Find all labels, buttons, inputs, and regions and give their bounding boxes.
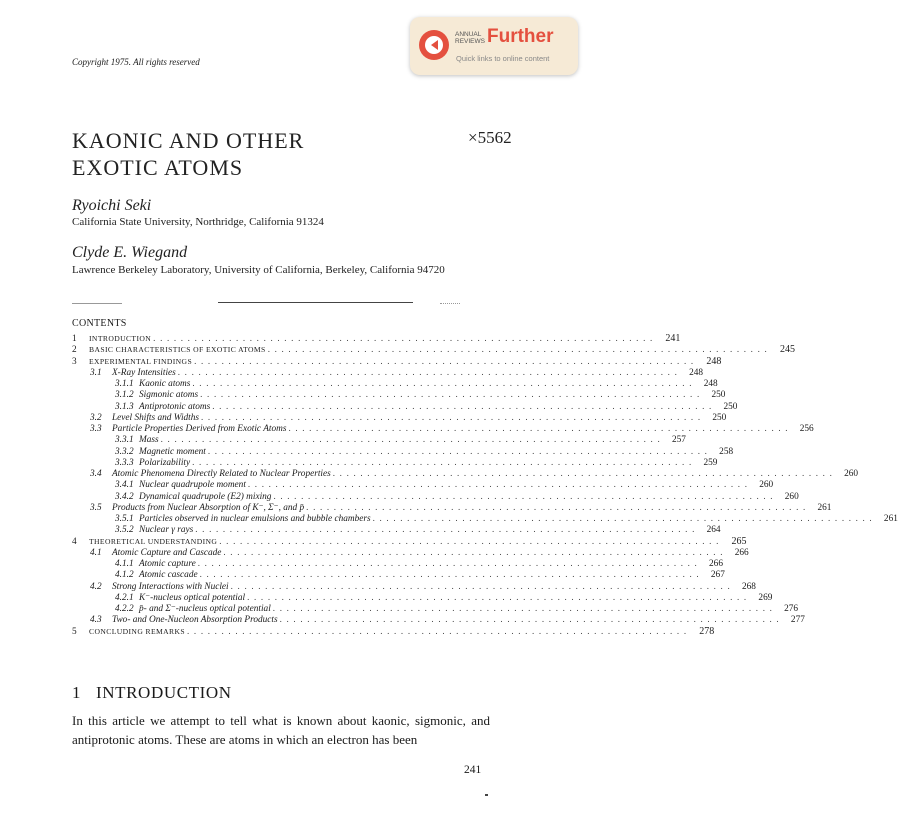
toc-entry [72,333,681,344]
toc-entry-number: 3.5 [90,502,102,513]
author-affiliation: Lawrence Berkeley Laboratory, University of California, Berkeley, California 94720 [72,264,445,276]
body-paragraph: In this article we attempt to tell what is known about kaonic, sigmonic, and antiprotonic atoms. These are atoms in which an electron has been [72,713,490,747]
toc-entry-number: 3.2 [90,412,102,423]
toc-entry-number: 4.3 [90,615,102,626]
toc-dot-leader: . . . . . . . . . . . . . . . . . . . . . . . . . . . . . . . . . . . . . . . . . . . . . . . . . . . . . . . . . . . . . . . . . . . . . . . . . [160,434,661,445]
toc-entry-number: 3.1.1 [115,379,134,389]
toc-entry [72,434,686,446]
toc-entry-title: Mass [139,435,159,446]
article-title-line-1: KAONIC AND OTHER [72,128,305,153]
toc-dot-leader: . . . . . . . . . . . . . . . . . . . . . . . . . . . . . . . . . . . . . . . . . . . . . . . . . . . . . . . . . . . . . . . . . . . . . . . . . [207,445,709,456]
toc-entry-title: CONCLUDING REMARKS [89,626,186,636]
toc-dot-leader: . . . . . . . . . . . . . . . . . . . . . . . . . . . . . . . . . . . . . . . . . . . . . . . . . . . . . . . . . . . . . . . . . . . . . . . . . [192,456,693,467]
toc-entry-number: 4.1.1 [115,559,134,569]
toc-entry-page: 241 [665,333,681,344]
toc-entry-number: 4.2.2 [115,604,134,614]
author-name: Clyde E. Wiegand [72,244,188,261]
toc-entry-number: 3.3.2 [115,446,134,457]
author-name: Ryoichi Seki [72,197,152,214]
toc-entry-page: 266 [709,559,723,569]
toc-entry-number: 3.1.3 [115,401,134,412]
toc-entry-number: 5 [72,626,77,637]
toc-entry-number: 4.2.1 [115,592,134,603]
toc-entry-title: Particle Properties Derived from Exotic Atoms [112,424,287,434]
toc-entry-number: 3.3.3 [115,457,134,468]
toc-entry [72,524,721,536]
badge-reviews-label: REVIEWS [455,38,485,45]
toc-entry-number: 4.1 [90,547,102,558]
toc-entry [72,569,725,581]
toc-entry-title: Two- and One-Nucleon Absorption Products [112,615,278,626]
toc-dot-leader: . . . . . . . . . . . . . . . . . . . . . . . . . . . . . . . . . . . . . . . . . . . . . . . . . . . . . . . . . . . . . . . . . . . . . . . . . [332,468,834,478]
toc-entry-page: 261 [817,502,832,513]
separator-rule [440,303,460,304]
toc-entry-number: 3.4 [90,469,102,479]
badge-subtitle: Quick links to online content [456,54,550,63]
toc-dot-leader: . . . . . . . . . . . . . . . . . . . . . . . . . . . . . . . . . . . . . . . . . . . . . . . . . . . . . . . . . . . . . . . . . . . . . . . . . [279,614,780,625]
toc-entry [72,490,799,502]
toc-entry [72,591,773,603]
toc-dot-leader: . . . . . . . . . . . . . . . . . . . . . . . . . . . . . . . . . . . . . . . . . . . . . . . . . . . . . . . . . . . . . . . . . . . . . . . . . [212,400,713,411]
toc-entry [72,468,859,479]
toc-entry [72,378,718,389]
contents-heading: CONTENTS [72,318,127,329]
toc-entry-page: 256 [799,424,814,434]
toc-entry-page: 258 [719,446,734,457]
section-number: 1 [72,683,82,702]
toc-dot-leader: . . . . . . . . . . . . . . . . . . . . . . . . . . . . . . . . . . . . . . . . . . . . . . . . . . . . . . . . . . . . . . . . . . . . . . . . . [247,479,749,490]
toc-entry-number: 4.1.2 [115,570,134,581]
toc-entry-title: Nuclear quadrupole moment [139,480,246,491]
toc-entry-page: 257 [671,435,686,446]
toc-entry-number: 3.3.1 [115,435,134,446]
toc-entry-title: Particles observed in nuclear emulsions and bubble chambers [139,514,371,524]
toc-entry-page: 267 [710,570,725,581]
copyright-notice: Copyright 1975. All rights reserved [72,57,200,67]
toc-dot-leader: . . . . . . . . . . . . . . . . . . . . . . . . . . . . . . . . . . . . . . . . . . . . . . . . . . . . . . . . . . . . . . . . . . . . . . . . . [194,355,695,366]
toc-entry [72,344,795,356]
toc-entry-number: 3.4.1 [115,480,134,491]
toc-entry-page: 260 [784,491,799,502]
toc-entry-number: 2 [72,345,77,356]
scan-mark [485,794,488,796]
toc-dot-leader: . . . . . . . . . . . . . . . . . . . . . . . . . . . . . . . . . . . . . . . . . . . . . . . . . . . . . . . . . . . . . . . . . . . . . . . . . [267,344,768,355]
toc-entry [72,513,898,524]
toc-entry-page: 260 [844,469,859,479]
badge-brand: Further [487,26,554,47]
toc-entry [72,423,814,434]
toc-entry-title: INTRODUCTION [89,334,152,343]
toc-dot-leader: . . . . . . . . . . . . . . . . . . . . . . . . . . . . . . . . . . . . . . . . . . . . . . . . . . . . . . . . . . . . . . . . . . . . . . . . . [177,366,679,377]
section-heading [72,683,232,703]
toc-entry [72,355,722,367]
toc-dot-leader: . . . . . . . . . . . . . . . . . . . . . . . . . . . . . . . . . . . . . . . . . . . . . . . . . . . . . . . . . . . . . . . . . . . . . . . . . [219,535,720,546]
toc-entry [72,603,799,614]
toc-entry-page: 276 [784,604,799,614]
article-title-line-2: EXOTIC ATOMS [72,155,244,180]
toc-entry [72,366,704,378]
toc-entry [72,558,723,569]
toc-entry-number: 1 [72,334,77,344]
toc-entry-number: 3.4.2 [115,491,134,502]
toc-entry-title: Strong Interactions with Nuclei [112,581,229,592]
annual-reviews-logo-icon [419,30,449,60]
badge-annual-label: ANNUAL [455,31,482,38]
toc-entry-page: 248 [689,367,704,378]
toc-entry-page: 268 [741,581,756,592]
toc-entry-title: K⁻-nucleus optical potential [139,592,246,603]
toc-entry-title: Magnetic moment [139,446,206,457]
toc-entry [72,501,832,513]
toc-entry-number: 3.5.2 [115,525,134,536]
toc-entry-page: 261 [883,514,898,524]
toc-entry-title: Atomic capture [139,559,196,569]
toc-entry [72,445,734,457]
toc-dot-leader: . . . . . . . . . . . . . . . . . . . . . . . . . . . . . . . . . . . . . . . . . . . . . . . . . . . . . . . . . . . . . . . . . . . . . . . . . [247,591,748,602]
toc-entry-number: 3.1 [90,367,102,378]
toc-entry-title: X-Ray Intensities [112,367,176,378]
toc-entry-title: Atomic Phenomena Directly Related to Nuclear Properties [112,469,331,479]
toc-entry-number: 3.3 [90,424,102,434]
toc-entry [72,400,738,412]
toc-entry-title: BASIC CHARACTERISTICS OF EXOTIC ATOMS [89,345,266,355]
toc-entry-number: 4.2 [90,581,102,592]
toc-entry-page: 245 [779,344,795,356]
toc-entry-page: 277 [790,615,805,626]
toc-entry-title: Kaonic atoms [139,379,191,389]
page-number: 241 [464,764,482,776]
toc-entry-title: Antiprotonic atoms [139,401,211,412]
table-of-contents [72,333,898,637]
toc-entry-page: 248 [706,355,722,367]
toc-entry [72,456,718,468]
toc-entry [72,580,756,592]
toc-entry-page: 265 [731,535,747,547]
toc-entry [72,411,727,423]
toc-dot-leader: . . . . . . . . . . . . . . . . . . . . . . . . . . . . . . . . . . . . . . . . . . . . . . . . . . . . . . . . . . . . . . . . . . . . . . . . . [372,513,873,523]
toc-dot-leader: . . . . . . . . . . . . . . . . . . . . . . . . . . . . . . . . . . . . . . . . . . . . . . . . . . . . . . . . . . . . . . . . . . . . . . . . . [223,546,724,557]
toc-entry-page: 259 [703,457,718,468]
toc-entry [72,614,805,626]
author-affiliation: California State University, Northridge, California 91324 [72,216,324,228]
toc-dot-leader: . . . . . . . . . . . . . . . . . . . . . . . . . . . . . . . . . . . . . . . . . . . . . . . . . . . . . . . . . . . . . . . . . . . . . . . . . [273,490,774,501]
toc-dot-leader: . . . . . . . . . . . . . . . . . . . . . . . . . . . . . . . . . . . . . . . . . . . . . . . . . . . . . . . . . . . . . . . . . . . . . . . . . [187,625,688,636]
toc-entry-title: Polarizability [139,457,191,468]
toc-entry-title: Level Shifts and Widths [112,412,200,423]
toc-dot-leader: . . . . . . . . . . . . . . . . . . . . . . . . . . . . . . . . . . . . . . . . . . . . . . . . . . . . . . . . . . . . . . . . . . . . . . . . . [200,389,701,400]
toc-dot-leader: . . . . . . . . . . . . . . . . . . . . . . . . . . . . . . . . . . . . . . . . . . . . . . . . . . . . . . . . . . . . . . . . . . . . . . . . . [195,524,696,535]
toc-dot-leader: . . . . . . . . . . . . . . . . . . . . . . . . . . . . . . . . . . . . . . . . . . . . . . . . . . . . . . . . . . . . . . . . . . . . . . . . . [153,333,654,343]
section-title: INTRODUCTION [96,683,232,702]
toc-entry-page: 269 [758,592,773,603]
toc-entry-page: 250 [712,412,727,423]
toc-entry [72,625,715,637]
toc-entry [72,535,747,547]
toc-entry-number: 4 [72,536,77,547]
toc-entry [72,479,774,491]
reference-number: ×5562 [468,128,512,147]
separator-rule [72,303,122,304]
separator-rule [218,302,413,303]
toc-entry-page: 264 [706,525,721,536]
toc-dot-leader: . . . . . . . . . . . . . . . . . . . . . . . . . . . . . . . . . . . . . . . . . . . . . . . . . . . . . . . . . . . . . . . . . . . . . . . . . [199,569,700,580]
toc-entry-title: Sigmonic atoms [139,390,199,401]
toc-entry [72,389,726,401]
toc-entry-title: Nuclear γ rays [139,525,194,536]
toc-entry-page: 266 [734,547,749,558]
toc-dot-leader: . . . . . . . . . . . . . . . . . . . . . . . . . . . . . . . . . . . . . . . . . . . . . . . . . . . . . . . . . . . . . . . . . . . . . . . . . [197,558,698,568]
toc-entry-page: 260 [759,480,774,491]
toc-entry-number: 3.5.1 [115,514,134,524]
toc-entry-page: 248 [703,379,718,389]
toc-dot-leader: . . . . . . . . . . . . . . . . . . . . . . . . . . . . . . . . . . . . . . . . . . . . . . . . . . . . . . . . . . . . . . . . . . . . . . . . . [192,378,693,388]
toc-dot-leader: . . . . . . . . . . . . . . . . . . . . . . . . . . . . . . . . . . . . . . . . . . . . . . . . . . . . . . . . . . . . . . . . . . . . . . . . . [288,423,789,433]
toc-entry-page: 278 [699,625,715,637]
article-title [72,127,402,181]
further-quick-links-badge[interactable] [410,17,578,75]
toc-entry-page: 250 [711,390,726,401]
toc-dot-leader: . . . . . . . . . . . . . . . . . . . . . . . . . . . . . . . . . . . . . . . . . . . . . . . . . . . . . . . . . . . . . . . . . . . . . . . . . [272,603,774,613]
toc-dot-leader: . . . . . . . . . . . . . . . . . . . . . . . . . . . . . . . . . . . . . . . . . . . . . . . . . . . . . . . . . . . . . . . . . . . . . . . . . [306,501,807,512]
toc-entry-title: Dynamical quadrupole (E2) mixing [139,491,272,502]
toc-entry-title: p̄- and Σ⁻-nucleus optical potential [139,604,271,614]
toc-entry-title: THEORETICAL UNDERSTANDING [89,536,218,546]
badge-publisher [455,31,485,45]
toc-entry-page: 250 [723,401,738,412]
toc-dot-leader: . . . . . . . . . . . . . . . . . . . . . . . . . . . . . . . . . . . . . . . . . . . . . . . . . . . . . . . . . . . . . . . . . . . . . . . . . [201,411,702,422]
toc-entry-title: Atomic Capture and Cascade [112,547,222,558]
toc-entry [72,546,749,558]
toc-entry-title: Atomic cascade [139,570,198,581]
toc-entry-title: EXPERIMENTAL FINDINGS [89,356,193,366]
toc-entry-number: 3 [72,356,77,367]
toc-entry-title: Products from Nuclear Absorption of K⁻, Σ⁻, and p̄ [112,502,305,513]
toc-dot-leader: . . . . . . . . . . . . . . . . . . . . . . . . . . . . . . . . . . . . . . . . . . . . . . . . . . . . . . . . . . . . . . . . . . . . . . . . . [230,580,731,591]
toc-entry-number: 3.1.2 [115,390,134,401]
